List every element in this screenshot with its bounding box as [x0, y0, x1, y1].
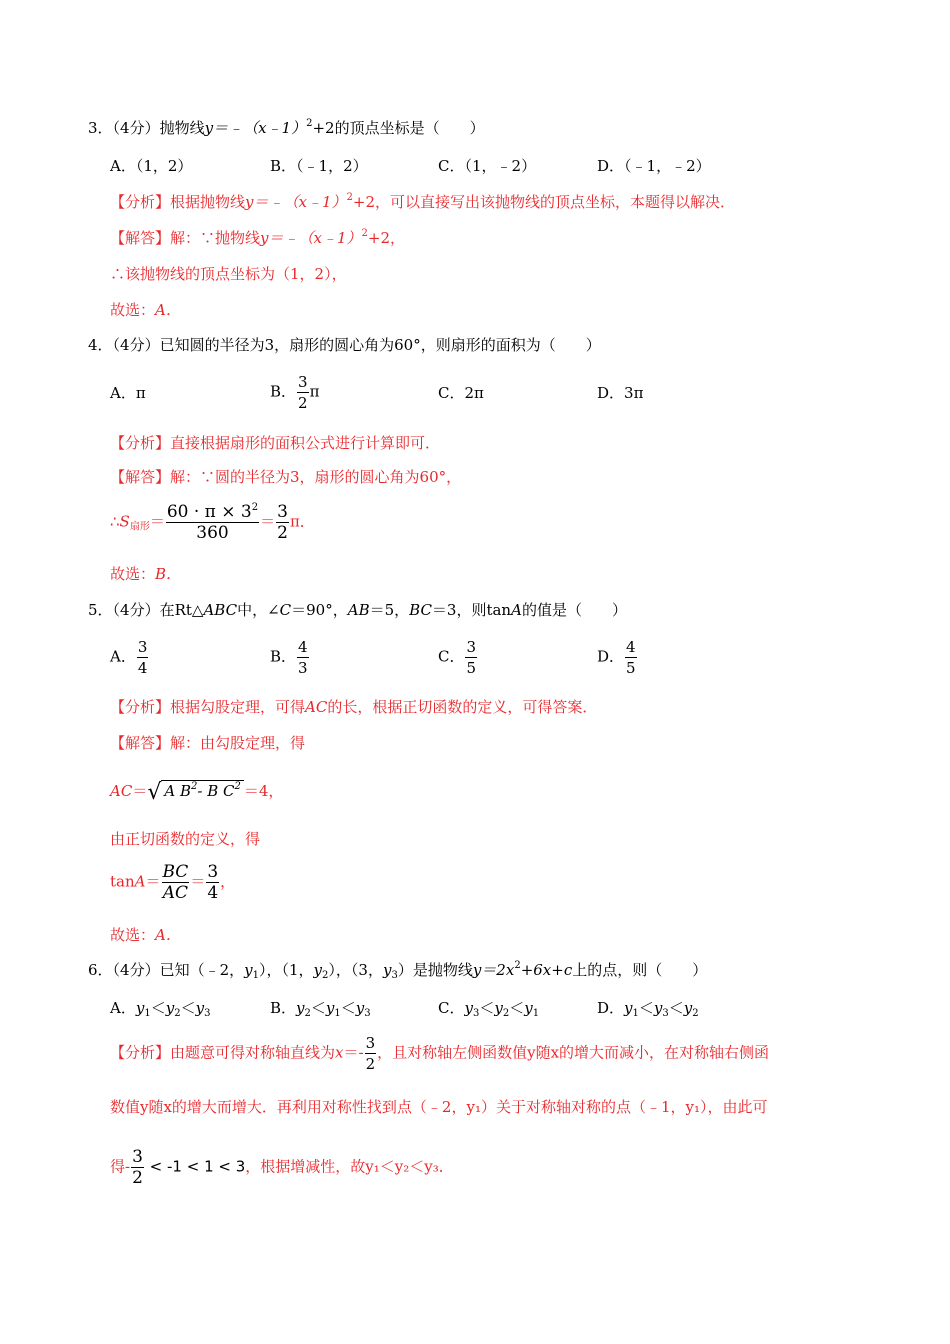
q5-analysis: 【分析】根据勾股定理，可得AC的长，根据正切函数的定义，可得答案． — [110, 698, 598, 716]
q4-option-b: B． $\frac{3}{2}$ π — [270, 373, 320, 412]
q5-option-a: A． $\frac{3}{4}$ — [110, 638, 148, 677]
q3-option-c: C．（1，﹣2） — [438, 157, 537, 175]
q3-answer-line: ∴该抛物线的顶点坐标为（1，2）， — [110, 265, 347, 283]
q6-analysis-line-3: 得- $\frac{3}{2}$ < -1 < 1 < 3，根据增减性，故y₁＜y₂＜y₃． — [110, 1147, 454, 1188]
q6-analysis-line-2: 数值y随x的增大而增大．再利用对称性找到点（﹣2，y₁）关于对称轴对称的点（﹣1，y₁），由此可 — [110, 1098, 768, 1116]
q4-analysis: 【分析】直接根据扇形的面积公式进行计算即可． — [110, 434, 441, 452]
q4-answer: 【解答】解：∵圆的半径为3，扇形的圆心角为60°， — [110, 468, 462, 486]
q5-option-d: D． $\frac{4}{5}$ — [597, 638, 636, 677]
q6-analysis: 【分析】由题意可得对称轴直线为x＝- $\frac{3}{2}$ ，且对称轴左侧函数值y随x的增大而减小，在对称轴右侧函 — [110, 1034, 770, 1073]
q6-option-a: A．$y_1<y_2<y_3$ — [110, 999, 211, 1019]
q3-stem: 3．（4分）抛物线y＝﹣（x﹣1）$^2$+2的顶点坐标是（ ） — [88, 118, 485, 137]
q3-option-b: B．（﹣1，2） — [270, 157, 368, 175]
q4-stem: 4．（4分）已知圆的半径为3，扇形的圆心角为60°，则扇形的面积为（ ） — [88, 336, 601, 354]
q6-stem: 6．（4分）已知（﹣2，$y_1$），（1，$y_2$），（3，$y_3$）是抛物线$y=2x^2+6x+c$上的点，则（ ） — [88, 960, 708, 981]
q4-option-a: A．π — [110, 384, 146, 402]
q4-choice: 故选：B． — [110, 565, 182, 583]
q6-option-c: C．$y_3<y_2<y_1$ — [438, 999, 540, 1019]
q5-ac-calculation: AC＝√ A $B^2-$ B $C^2 =4$， — [110, 780, 284, 805]
q5-option-b: B． $\frac{4}{3}$ — [270, 638, 308, 677]
q3-option-d: D．（﹣1，﹣2） — [597, 157, 711, 175]
q5-stem: 5．（4分）在Rt△ABC中，∠C＝90°，AB＝5，BC＝3，则tanA的值是（ ） — [88, 601, 627, 619]
q5-choice: 故选：A． — [110, 926, 181, 944]
q5-answer: 【解答】解：由勾股定理，得 — [110, 734, 306, 752]
q5-option-c: C． $\frac{3}{5}$ — [438, 638, 477, 677]
q5-definition-line: 由正切函数的定义，得 — [110, 830, 261, 848]
q3-analysis: 【分析】根据抛物线y＝﹣（x﹣1）$^2$+2，可以直接写出该抛物线的顶点坐标，本题得以解决． — [110, 192, 736, 211]
q3-choice: 故选：A． — [110, 301, 181, 319]
q6-option-b: B．$y_2<y_1<y_3$ — [270, 999, 371, 1019]
q4-option-d: D．3π — [597, 384, 644, 402]
q4-calculation: $\therefore S_{扇形}=$ $\frac{60 \cdot \pi \times 3^2}{360}$ ＝ $\frac{3}{2}$ π． — [110, 502, 315, 543]
q4-option-c: C．2π — [438, 384, 484, 402]
q3-answer: 【解答】解：∵抛物线y＝﹣（x﹣1）$^2$+2， — [110, 228, 406, 247]
q6-option-d: D．$y_1<y_3<y_2$ — [597, 999, 699, 1019]
q5-tan-calculation: tanA＝ $\frac{BC}{AC}$ ＝ $\frac{3}{4}$ ， — [110, 862, 236, 903]
q3-option-a: A．（1，2） — [110, 157, 193, 175]
